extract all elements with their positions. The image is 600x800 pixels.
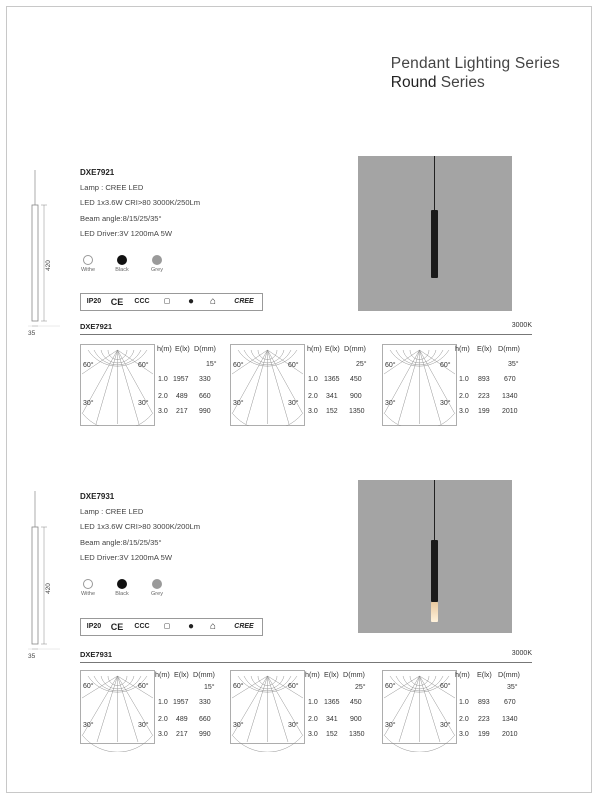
- cell-lux: 341: [326, 393, 338, 400]
- polar-label-60-right: 60°: [440, 683, 451, 690]
- polar-label-60-right: 60°: [288, 362, 299, 369]
- col-header-diameter: D(mm): [193, 670, 215, 679]
- cell-lux: 489: [176, 716, 188, 723]
- cell-lux: 152: [326, 731, 338, 738]
- polar-label-30-right: 30°: [440, 400, 451, 407]
- product-section-dxe7931: [0, 330, 600, 738]
- photometric-panel-15: [80, 670, 225, 752]
- indoor-use-icon: ⌂: [209, 621, 217, 632]
- cell-height: 1.0: [158, 699, 168, 706]
- polar-label-30-right: 30°: [138, 400, 149, 407]
- cell-diameter: 2010: [502, 731, 518, 738]
- photometric-header-bar: [80, 650, 532, 663]
- col-header-height: h(m): [455, 670, 470, 679]
- spec-driver: LED Driver:3V 1200mA 5W: [80, 229, 173, 239]
- spec-led: LED 1x3.6W CRI>80 3000K/250Lm: [80, 198, 201, 208]
- spec-driver: LED Driver:3V 1200mA 5W: [80, 553, 173, 563]
- ce-mark-icon: CE: [110, 622, 124, 632]
- cell-lux: 199: [478, 731, 490, 738]
- cell-lux: 1365: [324, 376, 340, 383]
- beam-angle-label: 35°: [507, 684, 518, 691]
- cell-height: 2.0: [158, 716, 168, 723]
- polar-label-30-left: 30°: [83, 722, 94, 729]
- beam-angle-label: 25°: [355, 684, 366, 691]
- cell-lux: 217: [176, 408, 188, 415]
- cell-lux: 152: [326, 408, 338, 415]
- cell-diameter: 660: [199, 716, 211, 723]
- cell-diameter: 990: [199, 731, 211, 738]
- color-options: [80, 579, 180, 609]
- cell-diameter: 2010: [502, 408, 518, 415]
- class-ii-icon: ▢: [163, 623, 171, 630]
- ip20-badge: IP20: [86, 298, 102, 305]
- col-header-height: h(m): [307, 344, 322, 353]
- spec-lamp: Lamp : CREE LED: [80, 507, 144, 516]
- cell-diameter: 330: [199, 376, 211, 383]
- polar-label-30-right: 30°: [440, 722, 451, 729]
- color-swatch-black: Black: [107, 255, 137, 273]
- col-header-diameter: D(mm): [498, 670, 520, 679]
- spec-beam: Beam angle:8/15/25/35°: [80, 213, 162, 223]
- cell-diameter: 670: [504, 376, 516, 383]
- col-header-diameter: D(mm): [498, 344, 520, 353]
- polar-label-30-left: 30°: [83, 400, 94, 407]
- width-dimension-label: 35: [28, 330, 36, 337]
- polar-label-60-left: 60°: [385, 683, 396, 690]
- cell-lux: 223: [478, 393, 490, 400]
- beam-angle-label: 35°: [508, 361, 519, 368]
- cell-height: 2.0: [308, 393, 318, 400]
- cell-lux: 1957: [173, 376, 189, 383]
- warranty-icon: ●: [187, 621, 195, 632]
- photometric-panel-25: [230, 670, 375, 752]
- model-name: DXE7931: [80, 492, 115, 501]
- indoor-use-icon: ⌂: [209, 296, 217, 307]
- polar-label-30-left: 30°: [385, 400, 396, 407]
- cell-lux: 217: [176, 731, 188, 738]
- certification-strip: [80, 618, 263, 636]
- cell-height: 3.0: [459, 731, 469, 738]
- certification-strip: [80, 293, 263, 311]
- polar-label-60-left: 60°: [83, 683, 94, 690]
- color-swatch-white: Withe: [73, 579, 103, 597]
- cell-diameter: 450: [350, 376, 362, 383]
- cell-diameter: 670: [504, 699, 516, 706]
- polar-label-60-right: 60°: [288, 683, 299, 690]
- color-swatch-grey: Grey: [142, 255, 172, 273]
- spec-lamp: Lamp : CREE LED: [80, 183, 144, 192]
- cell-height: 3.0: [158, 408, 168, 415]
- cell-diameter: 1340: [502, 716, 518, 723]
- cell-height: 2.0: [158, 393, 168, 400]
- cell-lux: 489: [176, 393, 188, 400]
- cell-lux: 1957: [173, 699, 189, 706]
- cell-lux: 1365: [324, 699, 340, 706]
- photometric-model: DXE7921: [80, 322, 113, 331]
- col-header-lux: E(lx): [324, 670, 339, 679]
- cell-height: 1.0: [308, 376, 318, 383]
- cell-diameter: 660: [199, 393, 211, 400]
- cell-height: 1.0: [459, 376, 469, 383]
- fixture-dimension-drawing: [22, 170, 62, 345]
- cell-height: 3.0: [459, 408, 469, 415]
- polar-label-30-right: 30°: [138, 722, 149, 729]
- cell-height: 2.0: [459, 716, 469, 723]
- color-temperature: 3000K: [511, 322, 532, 329]
- cell-height: 2.0: [308, 716, 318, 723]
- cell-diameter: 330: [199, 699, 211, 706]
- polar-label-30-right: 30°: [288, 722, 299, 729]
- cell-diameter: 1350: [349, 408, 365, 415]
- cree-logo: CREE: [234, 298, 254, 305]
- cell-diameter: 990: [199, 408, 211, 415]
- col-header-lux: E(lx): [175, 344, 190, 353]
- color-swatch-black: Black: [107, 579, 137, 597]
- cree-logo: CREE: [234, 623, 254, 630]
- polar-label-60-right: 60°: [440, 362, 451, 369]
- ccc-mark-icon: CCC: [134, 298, 150, 305]
- color-options: [80, 255, 180, 285]
- cell-diameter: 450: [350, 699, 362, 706]
- beam-angle-label: 25°: [356, 361, 367, 368]
- polar-label-60-left: 60°: [233, 362, 244, 369]
- cell-diameter: 1350: [349, 731, 365, 738]
- col-header-diameter: D(mm): [194, 344, 216, 353]
- cell-lux: 223: [478, 716, 490, 723]
- cell-height: 3.0: [158, 731, 168, 738]
- photometric-model: DXE7931: [80, 650, 113, 659]
- polar-label-30-left: 30°: [233, 722, 244, 729]
- col-header-diameter: D(mm): [344, 344, 366, 353]
- spec-list: [80, 504, 200, 566]
- class-ii-icon: ▢: [163, 298, 171, 305]
- product-photo: [358, 480, 512, 633]
- ip20-badge: IP20: [86, 623, 102, 630]
- photometric-panel-35: [382, 670, 527, 752]
- spec-beam: Beam angle:8/15/25/35°: [80, 537, 162, 547]
- cell-height: 1.0: [158, 376, 168, 383]
- col-header-height: h(m): [157, 344, 172, 353]
- cell-diameter: 900: [350, 393, 362, 400]
- polar-label-60-left: 60°: [233, 683, 244, 690]
- col-header-lux: E(lx): [477, 344, 492, 353]
- beam-angle-label: 15°: [206, 361, 217, 368]
- cell-diameter: 1340: [502, 393, 518, 400]
- cell-lux: 341: [326, 716, 338, 723]
- cell-lux: 893: [478, 699, 490, 706]
- polar-label-60-left: 60°: [385, 362, 396, 369]
- beam-angle-label: 15°: [204, 684, 215, 691]
- polar-label-30-left: 30°: [385, 722, 396, 729]
- height-dimension-label: 420: [44, 583, 52, 594]
- spec-led: LED 1x3.6W CRI>80 3000K/200Lm: [80, 522, 201, 532]
- color-swatch-white: Withe: [73, 255, 103, 273]
- col-header-height: h(m): [455, 344, 470, 353]
- col-header-height: h(m): [155, 670, 170, 679]
- cell-height: 1.0: [308, 699, 318, 706]
- model-name: DXE7921: [80, 168, 115, 177]
- cell-height: 3.0: [308, 408, 318, 415]
- polar-label-60-left: 60°: [83, 362, 94, 369]
- height-dimension-label: 420: [44, 260, 52, 271]
- col-header-height: h(m): [305, 670, 320, 679]
- cell-lux: 893: [478, 376, 490, 383]
- cell-height: 2.0: [459, 393, 469, 400]
- width-dimension-label: 35: [28, 653, 36, 660]
- col-header-lux: E(lx): [325, 344, 340, 353]
- product-photo: [358, 156, 512, 311]
- ce-mark-icon: CE: [110, 297, 124, 307]
- cell-height: 3.0: [308, 731, 318, 738]
- col-header-lux: E(lx): [174, 670, 189, 679]
- col-header-diameter: D(mm): [343, 670, 365, 679]
- polar-label-60-right: 60°: [138, 362, 149, 369]
- fixture-dimension-drawing: [22, 491, 62, 666]
- cell-height: 1.0: [459, 699, 469, 706]
- spec-list: [80, 180, 200, 242]
- polar-label-30-right: 30°: [288, 400, 299, 407]
- polar-label-30-left: 30°: [233, 400, 244, 407]
- series-subtitle-bold: Round: [390, 74, 437, 91]
- polar-label-60-right: 60°: [138, 683, 149, 690]
- series-title: Pendant Lighting Series: [390, 55, 560, 72]
- series-subtitle-rest: Series: [436, 74, 485, 91]
- warranty-icon: ●: [187, 296, 195, 307]
- color-swatch-grey: Grey: [142, 579, 172, 597]
- cell-lux: 199: [478, 408, 490, 415]
- col-header-lux: E(lx): [477, 670, 492, 679]
- ccc-mark-icon: CCC: [134, 623, 150, 630]
- color-temperature: 3000K: [511, 650, 532, 657]
- cell-diameter: 900: [350, 716, 362, 723]
